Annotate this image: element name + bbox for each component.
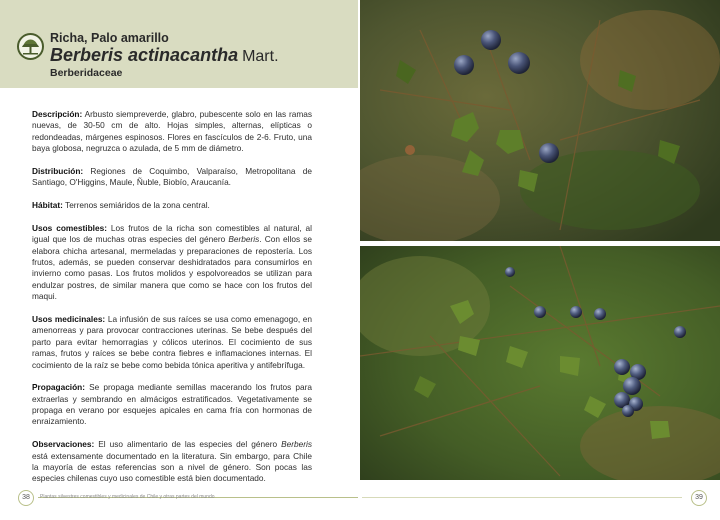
paragraph-usos-medicinales bbox=[32, 314, 312, 371]
label-propagacion: Propagación: bbox=[32, 382, 86, 393]
label-descripcion: Descripción: bbox=[32, 109, 83, 119]
paragraph-descripcion bbox=[32, 109, 312, 155]
text-usos-comestibles-a: Los frutos de la richa son comestibles al natural, al igual que los de muchas otras especies del género bbox=[32, 222, 312, 245]
paragraph-observaciones bbox=[32, 439, 312, 485]
label-observaciones: Observaciones: bbox=[32, 439, 95, 450]
label-usos-comestibles: Usos comestibles: bbox=[32, 222, 107, 233]
text-observaciones-b: está extensamente documentado en la literatura. Sin embargo, para Chile la mayoría de estas referencias son a nivel de género. Son pocas las especies chilenas cuyo uso comestible está bien documentado. bbox=[32, 450, 312, 484]
text-usos-comestibles-b: . Con ellos se elabora chicha artesanal, mermeladas y preparaciones de repostería. Los frutos, además, se pueden conservar deshidratados para consumirlos en invierno como pasas. Los frutos molidos y espolvoreados se utilizan para endulzar postres, de similar manera que como se hace con los frutos del maqui. bbox=[32, 234, 312, 302]
text-distribucion: Regiones de Coquimbo, Valparaíso, Metropolitana de Santiago, O'Higgins, Maule, Ñuble, Biobío, Araucanía. bbox=[32, 165, 312, 188]
text-propagacion: Se propaga mediante semillas macerando los frutos para extraerlas y sembrando en almácigos estratificados. Vegetativamente se propaga en verano por esquejes apicales en cama fría con hormonas de enraizamiento. bbox=[32, 382, 312, 427]
paragraph-habitat bbox=[32, 200, 312, 211]
scientific-name: Berberis actinacantha bbox=[50, 45, 239, 65]
author: Mart. bbox=[242, 48, 279, 65]
photo-berries-bottom bbox=[360, 246, 720, 480]
text-usos-medicinales: La infusión de sus raíces se usa como emenagogo, en amenorreas y para provocar contracciones uterinas. Se bebe después del parto para evitar hemorragias y cólicos uterinos. El cocimiento de sus ramas, frutos y raíces se bebe contra fiebres e inflamaciones internas. El cocimiento de la raíz se bebe como bebida tónica aperitiva y antifebrífuga. bbox=[32, 313, 312, 370]
genus-name: Berberis bbox=[281, 439, 312, 450]
book-title-footer: Plantas silvestres comestibles y medicinales de Chile y otras partes del mundo bbox=[40, 494, 215, 500]
text-descripcion: Arbusto siempreverde, glabro, pubescente solo en las ramas nuevas, de 30-50 cm de alto. Hojas simples, alternas, elípticas o redondeadas, márgenes espinosos. Flores en fascículos de 2-6. Fruto, una baya globosa, negruzca o azulada, de 5 mm de diámetro. bbox=[32, 109, 312, 154]
text-observaciones-a: El uso alimentario de las especies del género bbox=[94, 439, 282, 450]
paragraph-usos-comestibles bbox=[32, 223, 312, 303]
common-name: Richa, Palo amarillo bbox=[50, 31, 169, 45]
scientific-name-line bbox=[50, 45, 279, 66]
footer-rule-right bbox=[362, 497, 682, 498]
species-description bbox=[32, 109, 312, 496]
page-number-right: 39 bbox=[691, 490, 707, 506]
paragraph-propagacion bbox=[32, 382, 312, 428]
label-habitat: Hábitat: bbox=[32, 200, 63, 211]
label-distribucion: Distribución: bbox=[32, 165, 84, 176]
family-name: Berberidaceae bbox=[50, 67, 123, 79]
photo-berries-top bbox=[360, 0, 720, 241]
label-usos-medicinales: Usos medicinales: bbox=[32, 313, 106, 324]
paragraph-distribucion bbox=[32, 166, 312, 189]
genus-name: Berberis bbox=[228, 234, 260, 245]
page-number-left: 38 bbox=[18, 490, 34, 506]
tree-logo-icon bbox=[17, 33, 44, 60]
text-habitat: Terrenos semiáridos de la zona central. bbox=[62, 200, 210, 211]
